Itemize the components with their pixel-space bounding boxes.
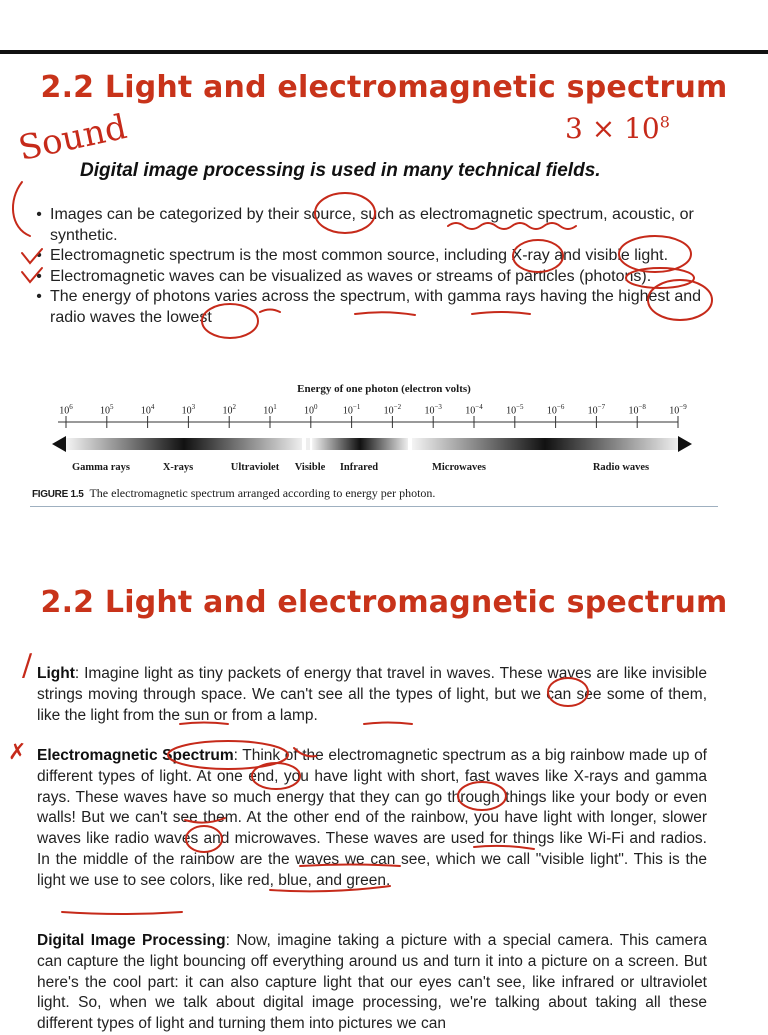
handwritten-note-sound: Sound	[15, 107, 131, 169]
spectrum-tick-label: $10^{-2}$	[383, 403, 402, 417]
spectrum-tick-label: $10^{-3}$	[424, 403, 442, 417]
bullet-item: • The energy of photons varies across the spectrum, with gamma rays having the highest and radio waves the lowest	[36, 288, 702, 326]
figure-divider	[30, 506, 718, 507]
spectrum-tick-label: $10^5$	[100, 403, 114, 417]
top-bar	[0, 0, 768, 52]
bullet-item: • Electromagnetic waves can be visualized as waves or streams of particles (photons).	[36, 267, 652, 285]
spectrum-tick-label: $10^{-1}$	[342, 403, 361, 417]
spectrum-figure	[0, 376, 768, 526]
spectrum-tick-label: $10^2$	[222, 403, 236, 417]
spectrum-tick-label: $10^1$	[263, 403, 277, 417]
bullet-item: • Images can be categorized by their source, such as electromagnetic spectrum, acoustic, or synthetic.	[36, 206, 694, 244]
energy-axis-title: Energy of one photon (electron volts)	[297, 383, 471, 395]
figure-caption: FIGURE 1.5 The electromagnetic spectrum arranged according to energy per photon.	[32, 486, 436, 500]
paragraph-image-processing: Digital Image Processing: Now, imagine taking a picture with a special camera. This camera can capture the light bouncing off everything around us and turn it into a picture on a screen. But here's the cool part: it can also capture light that our eyes can't see, like infrared or ultraviolet light. So, when we talk about digital image processing, we're talking about taking all these different types of light and turning them into pictures we can	[37, 932, 707, 1033]
paragraph-light: Light: Imagine light as tiny packets of energy that travel in waves. These waves are like invisible strings moving through space. We can't see all the types of light, but we can see some of them, like the light from the sun or from a lamp.	[37, 665, 707, 724]
band-label-gamma: Gamma rays	[71, 462, 131, 473]
spectrum-tick-label: $10^{-6}$	[546, 403, 565, 417]
spectrum-tick-label: $10^0$	[304, 403, 318, 417]
section-subheading: Digital image processing is used in many technical fields.	[80, 160, 601, 181]
handwritten-slash: /	[22, 648, 33, 683]
band-label-visible: Visible	[294, 462, 326, 473]
spectrum-tick-label: $10^{-7}$	[587, 403, 606, 417]
section-title-2: 2.2 Light and electromagnetic spectrum	[40, 585, 728, 620]
band-label-microwaves: Microwaves	[431, 462, 487, 473]
band-label-xrays: X-rays	[162, 462, 194, 473]
spectrum-tick-label: $10^{-9}$	[669, 403, 687, 417]
band-label-ultraviolet: Ultraviolet	[230, 462, 280, 473]
spectrum-tick-label: $10^{-5}$	[506, 403, 524, 417]
section-title-1: 2.2 Light and electromagnetic spectrum	[40, 70, 728, 105]
top-divider	[0, 50, 768, 54]
spectrum-tick-label: $10^{-4}$	[465, 403, 483, 417]
bullet-list	[28, 205, 728, 328]
spectrum-tick-label: $10^3$	[181, 403, 196, 417]
spectrum-tick-label: $10^4$	[140, 403, 155, 417]
paragraph-spectrum: Electromagnetic Spectrum: Think of the electromagnetic spectrum as a big rainbow made up of different types of light. At one end, you have light with short, fast waves like X-rays and gamma rays. These waves have so much energy that they can go through things like your body or even walls! But we can't see them. At the other end of the rainbow, you have light with longer, slower waves like radio waves and microwaves. These waves are used for things like Wi-Fi and radios. In the middle of the rainbow are the waves we can see, which we call "visible light". This is the light we use to see colors, like red, blue, and green.	[37, 747, 707, 889]
band-label-infrared: Infrared	[339, 462, 379, 473]
handwritten-note-speed: $3 \times 10^8$	[565, 112, 670, 145]
spectrum-bar	[0, 406, 768, 486]
spectrum-tick-label: $10^6$	[59, 403, 73, 417]
bullet-item: • Electromagnetic spectrum is the most common source, including X-ray and visible light.	[36, 247, 669, 264]
handwritten-x-mark: ✗	[8, 740, 27, 765]
band-label-radio: Radio waves	[592, 462, 650, 473]
spectrum-tick-label: $10^{-8}$	[628, 403, 646, 417]
